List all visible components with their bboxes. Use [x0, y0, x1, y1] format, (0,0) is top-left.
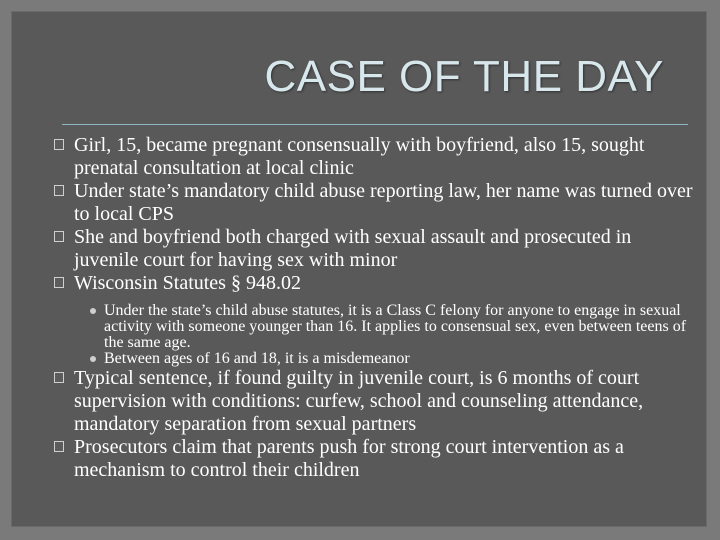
checkbox-bullet-icon	[54, 277, 64, 288]
bullet-item	[74, 272, 698, 295]
checkbox-bullet-icon	[54, 231, 64, 242]
checkbox-bullet-icon	[54, 139, 64, 150]
bullet-item	[74, 134, 698, 180]
bullet-text: Under state’s mandatory child abuse reporting law, her name was turned over to local CPS	[74, 180, 693, 225]
sub-bullet-item	[104, 351, 698, 367]
checkbox-bullet-icon	[54, 185, 64, 196]
dot-bullet-icon	[90, 308, 96, 314]
bullet-item	[74, 436, 698, 482]
bullet-text: Girl, 15, became pregnant consensually with boyfriend, also 15, sought prenatal consultation at local clinic	[74, 134, 645, 179]
bullet-item	[74, 367, 698, 436]
checkbox-bullet-icon	[54, 372, 64, 383]
bullet-list	[74, 134, 698, 482]
bullet-item	[74, 226, 698, 272]
sub-bullet-item	[104, 303, 698, 351]
title-divider	[62, 124, 688, 125]
sub-bullet-text: Between ages of 16 and 18, it is a misdemeanor	[104, 350, 410, 367]
sub-bullet-text: Under the state’s child abuse statutes, it is a Class C felony for anyone to engage in sexual activity with someone younger than 16. It applies to consensual sex, even between teens of the same age.	[104, 302, 687, 351]
slide-title: CASE OF THE DAY	[264, 52, 664, 101]
bullet-item	[74, 180, 698, 226]
checkbox-bullet-icon	[54, 441, 64, 452]
bullet-text: Typical sentence, if found guilty in juvenile court, is 6 months of court supervision with conditions: curfew, school and counseling attendance, mandatory separation from sexual partners	[74, 367, 644, 435]
bullet-text: She and boyfriend both charged with sexual assault and prosecuted in juvenile court for having sex with minor	[74, 226, 632, 271]
slide	[12, 12, 706, 526]
bullet-text: Wisconsin Statutes § 948.02	[74, 272, 301, 294]
bullet-text: Prosecutors claim that parents push for strong court intervention as a mechanism to control their children	[74, 436, 624, 481]
dot-bullet-icon	[90, 356, 96, 362]
